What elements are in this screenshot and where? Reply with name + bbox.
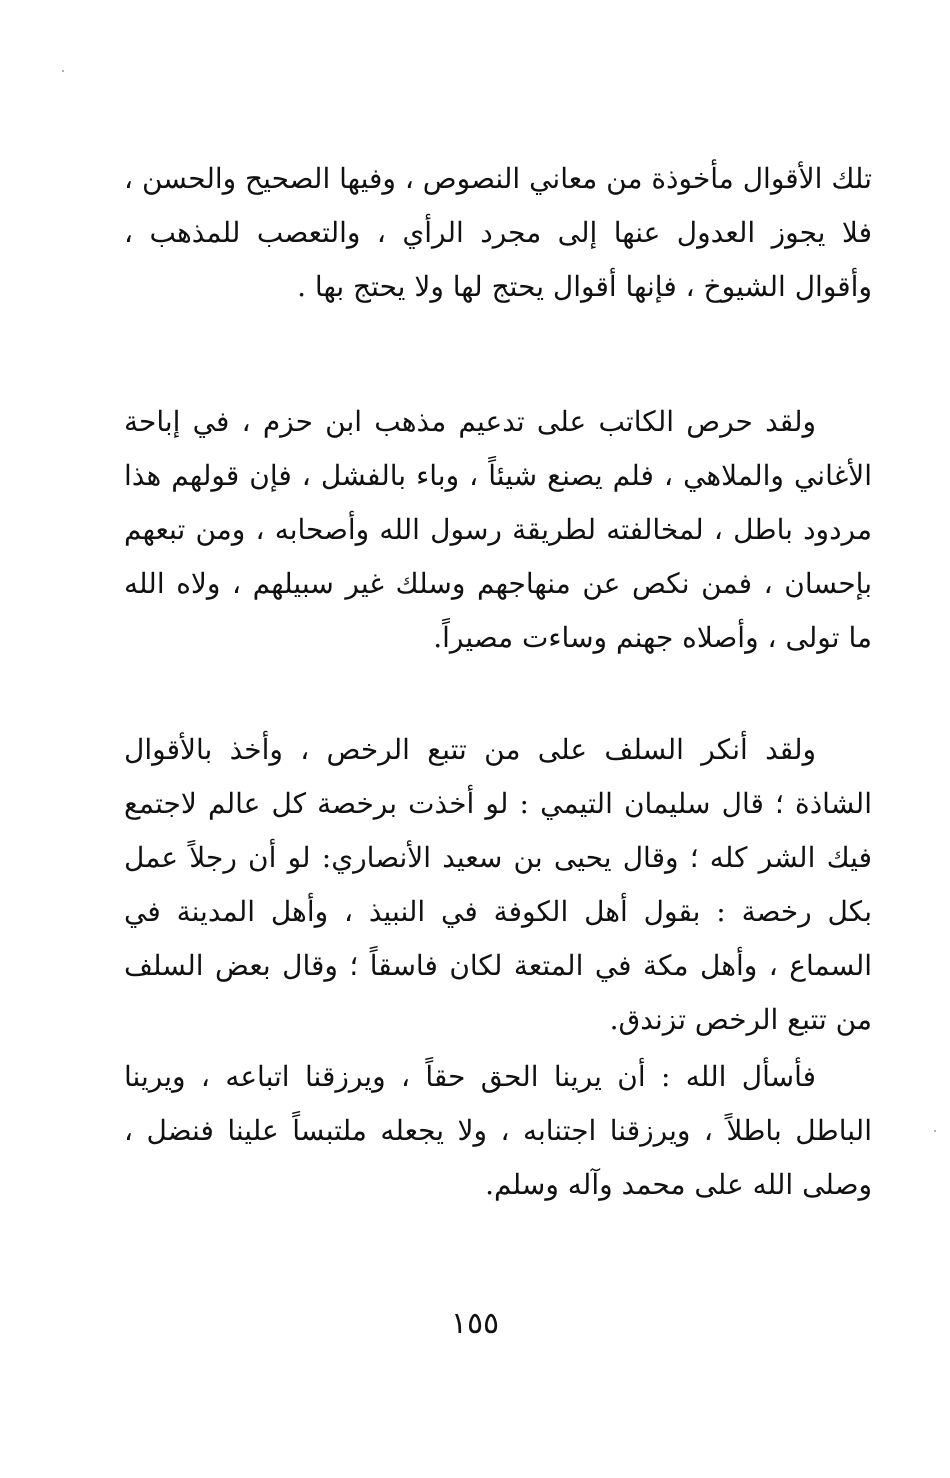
paragraph-2 xyxy=(124,395,872,665)
paragraph-text: ولقد حرص الكاتب على تدعيم مذهب ابن حزم ، في إباحة الأغاني والملاهي ، فلم يصنع شيئاً ، وباء بالفشل ، فإن قولهم هذا مردود باطل ، لمخالفته لطريقة رسول الله وأصحابه ، ومن تبعهم بإحسان ، فمن نكص عن منهاجهم وسلك غير سبيلهم ، ولاه الله ما تولى ، وأصلاه جهنم وساءت مصيراً. xyxy=(124,405,872,654)
scan-speck-decoration xyxy=(934,1130,936,1132)
paragraph-1 xyxy=(124,152,872,314)
scan-speck-decoration xyxy=(62,70,64,72)
paragraph-4 xyxy=(124,1050,872,1212)
paragraph-text: فأسأل الله : أن يرينا الحق حقاً ، ويرزقنا اتباعه ، ويرينا الباطل باطلاً ، ويرزقنا اجتنابه ، ولا يجعله ملتبساً علينا فنضل ، وصلى الله على محمد وآله وسلم. xyxy=(124,1060,872,1201)
paragraph-text: ولقد أنكر السلف على من تتبع الرخص ، وأخذ بالأقوال الشاذة ؛ قال سليمان التيمي : لو أخذت برخصة كل عالم لاجتمع فيك الشر كله ؛ وقال يحيى بن سعيد الأنصاري: لو أن رجلاً عمل بكل رخصة : بقول أهل الكوفة في النبيذ ، وأهل المدينة في السماع ، وأهل مكة في المتعة لكان فاسقاً ؛ وقال بعض السلف من تتبع الرخص تزندق. xyxy=(124,733,872,1036)
paragraph-3 xyxy=(124,723,872,1047)
paragraph-text: تلك الأقوال مأخوذة من معاني النصوص ، وفيها الصحيح والحسن ، فلا يجوز العدول عنها إلى مجرد الرأي ، والتعصب للمذهب ، وأقوال الشيوخ ، فإنها أقوال يحتج لها ولا يحتج بها . xyxy=(124,162,872,303)
page-number: ١٥٥ xyxy=(450,1306,500,1341)
